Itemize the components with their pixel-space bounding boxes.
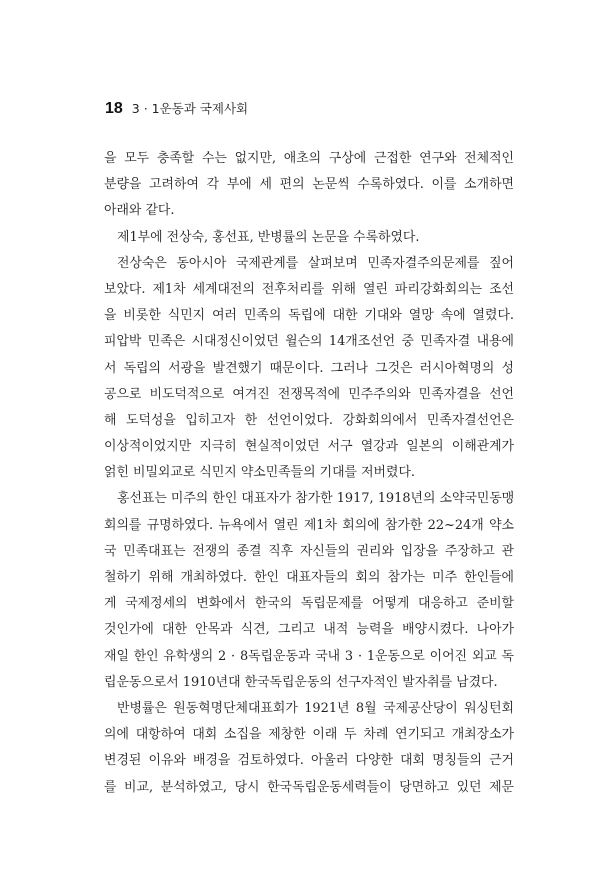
- text-line: 서 독립의 서광을 발견했기 때문이다. 그러나 그것은 러시아혁명의 성: [104, 360, 514, 376]
- page-header: [105, 99, 248, 123]
- running-title: 3 · 1운동과 국제사회: [131, 101, 249, 116]
- text-line: 철하기 위해 개최하였다. 한인 대표자들의 회의 참가는 미주 한인들에: [104, 570, 514, 585]
- text-line: 회의를 규명하였다. 뉴욕에서 열린 제1차 회의에 참가한 22~24개 약소: [104, 517, 514, 533]
- text-line: 제1부에 전상숙, 홍선표, 반병률의 논문을 수록하였다.: [117, 229, 420, 245]
- text-line: 아래와 같다.: [104, 203, 175, 219]
- text-line: 이상적이었지만 지극히 현실적이었던 서구 열강과 일본의 이해관계가: [104, 439, 514, 455]
- text-line: 를 비교, 분석하였고, 당시 한국독립운동세력들이 당면하고 있던 제문: [104, 779, 514, 795]
- text-line: 을 비롯한 식민지 여러 민족의 독립에 대한 기대와 열망 속에 열렸다.: [104, 308, 514, 324]
- text-line: 립운동으로서 1910년대 한국독립운동의 선구자적인 발자취를 남겼다.: [104, 674, 498, 690]
- text-line: 국 민족대표는 전쟁의 종결 직후 자신들의 권리와 입장을 주장하고 관: [104, 543, 514, 559]
- text-line: 재일 한인 유학생의 2 · 8독립운동과 국내 3 · 1운동으로 이어진 외교 독: [104, 648, 514, 664]
- text-line: 반병률은 원동혁명단체대표회가 1921년 8월 국제공산당이 워싱턴회: [117, 700, 514, 716]
- text-line: 게 국제정세의 변화에서 한국의 독립문제를 어떻게 대응하고 준비할: [104, 596, 514, 612]
- text-line: 것인가에 대한 안목과 식견, 그리고 내적 능력을 배양시켰다. 나아가: [104, 622, 514, 638]
- text-line: 분량을 고려하여 각 부에 세 편의 논문씩 수록하였다. 이를 소개하면: [104, 177, 514, 193]
- text-line: 의에 대항하여 대회 소집을 제창한 이래 두 차례 연기되고 개최장소가: [104, 727, 514, 743]
- text-line: 해 도덕성을 입히고자 한 선언이었다. 강화회의에서 민족자결선언은: [104, 412, 514, 428]
- text-line: 피압박 민족은 시대정신이었던 윌슨의 14개조선언 중 민족자결 내용에: [104, 334, 514, 350]
- text-line: 전상숙은 동아시아 국제관계를 살펴보며 민족자결주의문제를 짚어: [117, 255, 514, 271]
- text-line: 보았다. 제1차 세계대전의 전후처리를 위해 열린 파리강화회의는 조선: [104, 281, 514, 297]
- text-line: 변경된 이유와 배경을 검토하였다. 아울러 다양한 대회 명칭들의 근거: [104, 753, 514, 769]
- text-line: 을 모두 충족할 수는 없지만, 애초의 구상에 근접한 연구와 전체적인: [104, 151, 514, 166]
- body-text: [104, 146, 514, 801]
- page-number: 18: [105, 100, 123, 117]
- text-line: 홍선표는 미주의 한인 대표자가 참가한 1917, 1918년의 소약국민동맹: [117, 491, 514, 507]
- text-line: 얽힌 비밀외교로 식민지 약소민족들의 기대를 저버렸다.: [104, 465, 415, 481]
- text-line: 공으로 비도덕적으로 여겨진 전쟁목적에 민주주의와 민족자결을 선언: [104, 386, 514, 402]
